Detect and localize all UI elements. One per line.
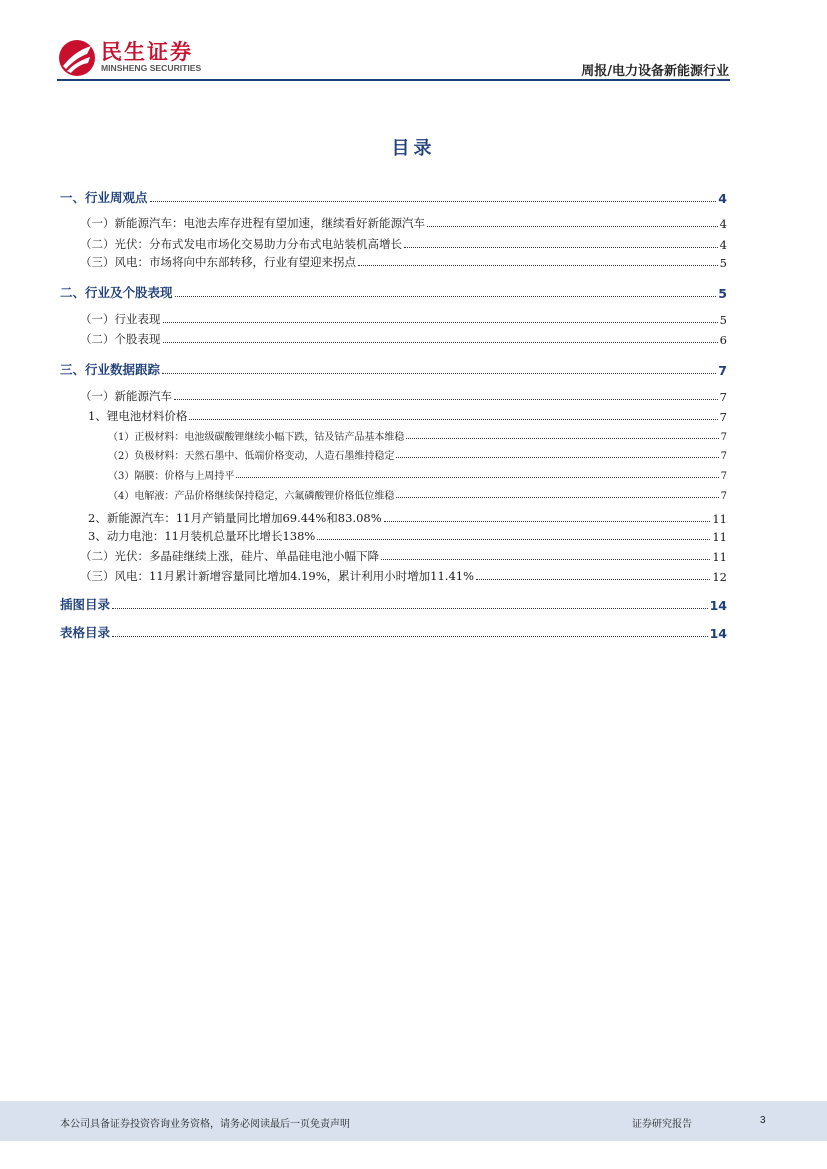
toc-entry[interactable] xyxy=(108,428,727,443)
toc-entry[interactable] xyxy=(108,487,727,502)
toc-leader-dots xyxy=(358,264,718,266)
toc-leader-dots xyxy=(162,372,716,374)
toc-title: 目录 xyxy=(391,138,436,159)
toc-entry-text: （1）正极材料：电池级碳酸锂继续小幅下跌，钴及钴产品基本维稳 xyxy=(108,432,405,443)
toc-leader-dots xyxy=(427,225,718,227)
toc-entry-page: 11 xyxy=(712,512,727,526)
toc-entry-page: 7 xyxy=(718,363,727,378)
toc-leader-dots xyxy=(163,321,718,323)
toc-entry[interactable] xyxy=(60,623,727,641)
toc-leader-dots xyxy=(404,246,718,248)
page-footer xyxy=(0,1101,827,1141)
toc-leader-dots xyxy=(396,496,718,498)
toc-leader-dots xyxy=(384,520,711,522)
toc-entry[interactable] xyxy=(88,408,727,424)
toc-leader-dots xyxy=(236,476,718,478)
toc-leader-dots xyxy=(476,578,710,580)
toc-entry-text: （二）光伏：多晶硅继续上涨，硅片、单晶硅电池小幅下降 xyxy=(80,549,379,563)
toc-leader-dots xyxy=(381,558,710,560)
toc-entry[interactable] xyxy=(80,236,727,252)
logo-english-name: MINSHENG SECURITIES xyxy=(101,63,202,73)
toc-entry-page: 5 xyxy=(719,256,727,270)
page-header xyxy=(0,0,827,82)
toc-entry[interactable] xyxy=(80,215,727,231)
toc-entry-text: 一、行业周观点 xyxy=(60,190,148,205)
toc-entry[interactable] xyxy=(108,467,727,482)
toc-entry-text: 1、锂电池材料价格 xyxy=(88,409,188,423)
toc-entry-page: 14 xyxy=(709,626,727,641)
toc-entry-page: 4 xyxy=(719,217,727,231)
toc-entry-text: （三）风电：11月累计新增容量同比增加4.19%，累计利用小时增加11.41% xyxy=(80,569,475,583)
toc-entry[interactable] xyxy=(80,548,727,564)
minsheng-logo-icon xyxy=(57,38,97,78)
toc-leader-dots xyxy=(175,295,717,297)
toc-entry[interactable] xyxy=(88,528,727,544)
report-type-title: 周报/电力设备新能源行业 xyxy=(581,64,729,79)
toc-entry-text: 二、行业及个股表现 xyxy=(60,285,173,300)
toc-entry-page: 5 xyxy=(719,313,727,327)
toc-entry-page: 4 xyxy=(719,238,727,252)
footer-disclaimer: 本公司具备证券投资咨询业务资格，请务必阅读最后一页免责声明 xyxy=(60,1119,350,1130)
toc-entry-page: 12 xyxy=(712,570,727,584)
toc-entry-text: （2）负极材料：天然石墨中、低端价格变动，人造石墨维持稳定 xyxy=(108,451,395,462)
toc-entry[interactable] xyxy=(80,254,727,270)
toc-entry-text: （二）光伏：分布式发电市场化交易助力分布式电站装机高增长 xyxy=(80,237,402,251)
toc-entry-text: （一）新能源汽车：电池去库存进程有望加速，继续看好新能源汽车 xyxy=(80,216,425,230)
toc-entry-page: 7 xyxy=(720,491,727,502)
toc-entry-text: （3）隔膜：价格与上周持平 xyxy=(108,471,235,482)
toc-entry[interactable] xyxy=(88,510,727,526)
toc-entry[interactable] xyxy=(60,595,727,613)
logo-chinese-name: 民生证券 xyxy=(101,40,193,64)
toc-entry-page: 7 xyxy=(719,390,727,404)
toc-entry-text: （二）个股表现 xyxy=(80,332,161,346)
toc-entry-text: 表格目录 xyxy=(60,625,111,640)
toc-entry[interactable] xyxy=(80,331,727,347)
toc-entry-page: 11 xyxy=(712,530,727,544)
toc-entry-page: 11 xyxy=(712,550,727,564)
toc-entry-text: 插图目录 xyxy=(60,597,111,612)
toc-entry[interactable] xyxy=(80,388,727,404)
toc-entry-page: 7 xyxy=(719,410,727,424)
toc-entry[interactable] xyxy=(60,360,727,378)
toc-entry[interactable] xyxy=(80,568,727,584)
footer-doc-type: 证券研究报告 xyxy=(632,1119,692,1130)
toc-entry-page: 6 xyxy=(719,333,727,347)
toc-entry-page: 4 xyxy=(718,191,727,206)
toc-entry-page: 14 xyxy=(709,598,727,613)
toc-entry-page: 7 xyxy=(720,471,727,482)
toc-entry-text: （三）风电：市场将向中东部转移，行业有望迎来拐点 xyxy=(80,255,356,269)
toc-leader-dots xyxy=(406,437,718,439)
toc-leader-dots xyxy=(112,607,708,609)
toc-leader-dots xyxy=(174,398,718,400)
toc-entry-page: 7 xyxy=(720,432,727,443)
toc-entry-page: 7 xyxy=(720,451,727,462)
toc-leader-dots xyxy=(317,538,710,540)
toc-entry-text: （一）行业表现 xyxy=(80,312,161,326)
header-divider xyxy=(57,79,730,81)
toc-entry-text: 2、新能源汽车：11月产销量同比增加69.44%和83.08% xyxy=(88,511,382,525)
toc-leader-dots xyxy=(150,200,717,202)
toc-leader-dots xyxy=(163,341,718,343)
toc-leader-dots xyxy=(189,418,717,420)
toc-entry-text: （4）电解液：产品价格继续保持稳定，六氟磷酸锂价格低位维稳 xyxy=(108,491,395,502)
toc-leader-dots xyxy=(112,635,708,637)
footer-page-number: 3 xyxy=(760,1115,766,1126)
toc-entry-page: 5 xyxy=(718,286,727,301)
toc-entry[interactable] xyxy=(108,447,727,462)
toc-entry-text: 三、行业数据跟踪 xyxy=(60,362,161,377)
minsheng-logo xyxy=(57,38,207,78)
toc-entry[interactable] xyxy=(80,311,727,327)
toc-entry[interactable] xyxy=(60,188,727,206)
toc-entry-text: 3、动力电池：11月装机总量环比增长138% xyxy=(88,529,316,543)
toc-leader-dots xyxy=(396,456,718,458)
toc-entry[interactable] xyxy=(60,283,727,301)
toc-entry-text: （一）新能源汽车 xyxy=(80,389,172,403)
